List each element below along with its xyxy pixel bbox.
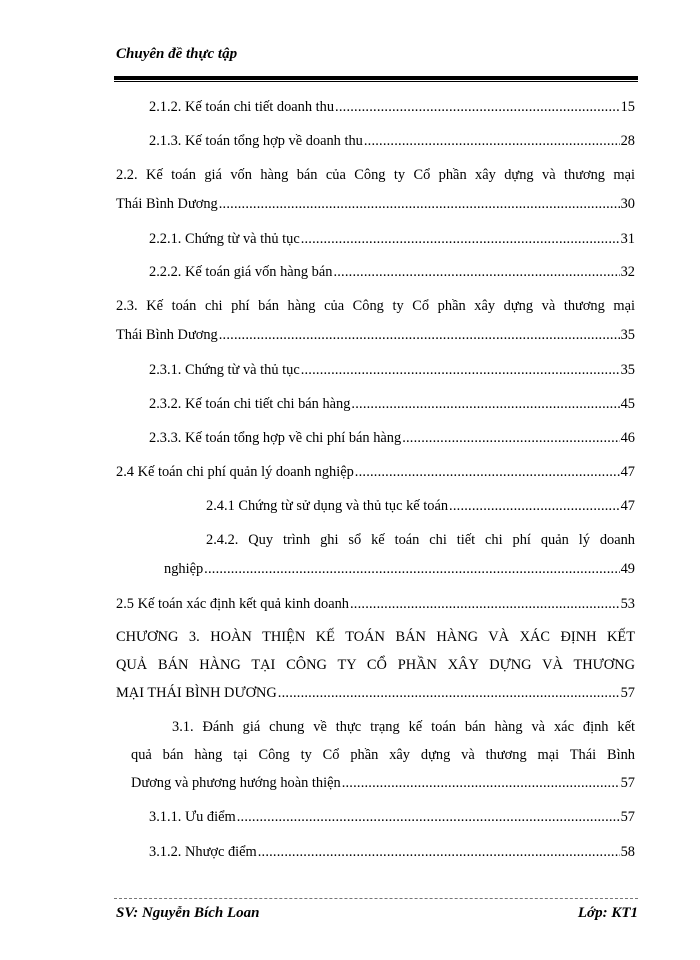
toc-entry-label: 2.3.3. Kế toán tổng hợp về chi phí bán hàng	[149, 430, 402, 446]
toc-leader-dots	[335, 98, 620, 116]
toc-leader-dots	[351, 395, 619, 413]
toc-entry-page: 49	[620, 561, 635, 577]
toc-entry-label: MẠI THÁI BÌNH DƯƠNG	[116, 685, 277, 701]
toc-entry-2-4-2	[164, 560, 635, 578]
footer-class: Lớp: KT1	[577, 905, 638, 921]
toc-entry-page: 47	[620, 464, 635, 480]
toc-entry-label: 3.1.2. Nhược điểm	[149, 844, 257, 860]
toc-leader-dots	[350, 595, 620, 613]
toc-entry-page: 46	[620, 430, 635, 446]
toc-entry-page: 57	[620, 809, 635, 825]
toc-entry-3-1-1	[149, 808, 635, 826]
toc-entry-label: nghiệp	[164, 561, 204, 577]
toc-entry-3-1	[131, 774, 635, 792]
toc-leader-dots	[355, 463, 620, 481]
toc-leader-dots	[278, 684, 620, 702]
toc-entry-page: 57	[620, 775, 635, 791]
toc-entry-label: 2.4.1 Chứng từ sử dụng và thủ tục kế toán	[206, 498, 449, 514]
toc-entry-label: 2.3.2. Kế toán chi tiết chi bán hàng	[149, 396, 351, 412]
toc-entry-label: 2.2.1. Chứng từ và thủ tục	[149, 231, 300, 247]
toc-entry-2-1-3	[149, 132, 635, 150]
toc-entry-label: Dương và phương hướng hoàn thiện	[131, 775, 341, 791]
toc-entry-2-3-2	[149, 395, 635, 413]
toc-entry-chapter-3-line1: CHƯƠNG 3. HOÀN THIỆN KẾ TOÁN BÁN HÀNG VÀ XÁC ĐỊNH KẾT	[116, 629, 635, 645]
toc-entry-page: 35	[620, 327, 635, 343]
toc-entry-page: 47	[620, 498, 635, 514]
toc-entry-2-1-2	[149, 98, 635, 116]
toc-entry-page: 32	[620, 264, 635, 280]
toc-entry-label: 2.1.2. Kế toán chi tiết doanh thu	[149, 99, 335, 115]
toc-entry-2-3-line1: 2.3. Kế toán chi phí bán hàng của Công ty Cổ phần xây dựng và thương mại	[116, 298, 635, 314]
toc-entry-2-3	[116, 326, 635, 344]
toc-leader-dots	[333, 263, 619, 281]
toc-entry-page: 57	[620, 685, 635, 701]
toc-leader-dots	[402, 429, 619, 447]
toc-entry-chapter-3-line2: QUẢ BÁN HÀNG TẠI CÔNG TY CỔ PHẦN XÂY DỰNG VÀ THƯƠNG	[116, 657, 635, 673]
toc-entry-2-3-1	[149, 361, 635, 379]
toc-leader-dots	[219, 195, 620, 213]
toc-leader-dots	[237, 808, 620, 826]
toc-entry-label: Thái Bình Dương	[116, 327, 218, 343]
toc-entry-page: 58	[620, 844, 635, 860]
toc-entry-3-1-line1: 3.1. Đánh giá chung về thực trạng kế toán bán hàng và xác định kết	[172, 719, 635, 735]
toc-entry-label: 2.1.3. Kế toán tổng hợp về doanh thu	[149, 133, 363, 149]
toc-entry-page: 31	[620, 231, 635, 247]
toc-entry-3-1-line2: quả bán hàng tại Công ty Cổ phần xây dựng và thương mại Thái Bình	[131, 747, 635, 763]
toc-leader-dots	[449, 497, 620, 515]
toc-entry-2-2-1	[149, 230, 635, 248]
toc-entry-label: Thái Bình Dương	[116, 196, 218, 212]
toc-leader-dots	[204, 560, 619, 578]
toc-entry-2-2-line1: 2.2. Kế toán giá vốn hàng bán của Công ty Cổ phần xây dựng và thương mại	[116, 167, 635, 183]
toc-entry-2-5	[116, 595, 635, 613]
toc-entry-label: 3.1.1. Ưu điểm	[149, 809, 236, 825]
footer-rule	[114, 898, 638, 900]
toc-leader-dots	[342, 774, 620, 792]
toc-entry-label: 2.4 Kế toán chi phí quản lý doanh nghiệp	[116, 464, 354, 480]
toc-entry-chapter-3	[116, 684, 635, 702]
toc-entry-2-2-2	[149, 263, 635, 281]
toc-entry-2-4	[116, 463, 635, 481]
toc-entry-2-4-2-line1: 2.4.2. Quy trình ghi sổ kế toán chi tiết chi phí quản lý doanh	[206, 532, 635, 548]
toc-leader-dots	[364, 132, 620, 150]
toc-entry-label: 2.3.1. Chứng từ và thủ tục	[149, 362, 300, 378]
page-header-title: Chuyên đề thực tập	[116, 46, 238, 62]
toc-leader-dots	[301, 230, 620, 248]
toc-entry-page: 35	[620, 362, 635, 378]
toc-entry-page: 30	[620, 196, 635, 212]
toc-entry-page: 28	[620, 133, 635, 149]
toc-entry-label: 2.2.2. Kế toán giá vốn hàng bán	[149, 264, 333, 280]
toc-entry-page: 15	[620, 99, 635, 115]
toc-entry-2-4-1	[206, 497, 635, 515]
toc-leader-dots	[258, 843, 620, 861]
toc-entry-page: 53	[620, 596, 635, 612]
toc-leader-dots	[219, 326, 620, 344]
toc-entry-page: 45	[620, 396, 635, 412]
toc-leader-dots	[301, 361, 620, 379]
toc-entry-3-1-2	[149, 843, 635, 861]
toc-entry-2-2	[116, 195, 635, 213]
toc-entry-label: 2.5 Kế toán xác định kết quả kinh doanh	[116, 596, 349, 612]
footer-student-name: SV: Nguyễn Bích Loan	[116, 905, 260, 921]
toc-entry-2-3-3	[149, 429, 635, 447]
